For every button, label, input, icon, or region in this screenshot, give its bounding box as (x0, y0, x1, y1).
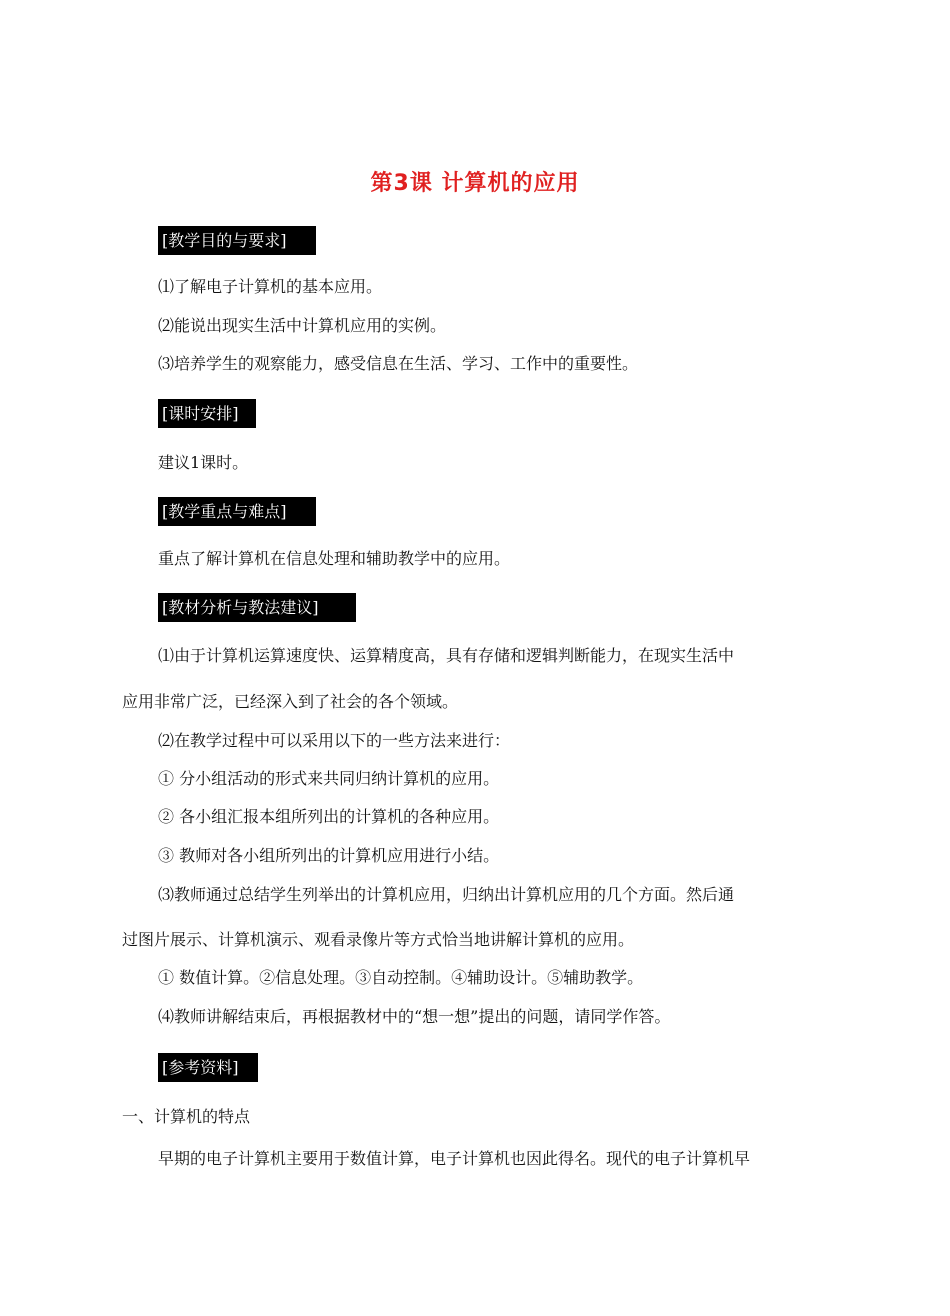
paragraph-line: 应用非常广泛，已经深入到了社会的各个领域。 (122, 692, 459, 711)
section-heading-objectives: [教学目的与要求] (158, 226, 316, 255)
subheading: 一、计算机的特点 (122, 1107, 251, 1126)
paragraph-line: 建议1课时。 (158, 453, 249, 472)
paragraph-line: ⑴由于计算机运算速度快、运算精度高，具有存储和逻辑判断能力，在现实生活中 (158, 646, 735, 665)
list-item: ③ 教师对各小组所列出的计算机应用进行小结。 (158, 846, 500, 865)
paragraph-line: ⑵能说出现实生活中计算机应用的实例。 (158, 316, 447, 335)
list-item: ② 各小组汇报本组所列出的计算机的各种应用。 (158, 807, 500, 826)
paragraph-line: ⑶教师通过总结学生列举出的计算机应用，归纳出计算机应用的几个方面。然后通 (158, 885, 735, 904)
section-heading-references: [参考资料] (158, 1053, 258, 1082)
section-heading-analysis: [教材分析与教法建议] (158, 593, 356, 622)
paragraph-line: 过图片展示、计算机演示、观看录像片等方式恰当地讲解计算机的应用。 (122, 930, 635, 949)
paragraph-line: ⑴了解电子计算机的基本应用。 (158, 277, 383, 296)
paragraph-line: ⑵在教学过程中可以采用以下的一些方法来进行： (158, 731, 511, 750)
paragraph-line: 重点了解计算机在信息处理和辅助教学中的应用。 (158, 549, 511, 568)
list-item: ① 数值计算。②信息处理。③自动控制。④辅助设计。⑤辅助教学。 (158, 968, 644, 987)
paragraph-line: ⑷教师讲解结束后，再根据教材中的“想一想”提出的问题，请同学作答。 (158, 1007, 671, 1026)
section-heading-key-points: [教学重点与难点] (158, 497, 316, 526)
paragraph-line: ⑶培养学生的观察能力，感受信息在生活、学习、工作中的重要性。 (158, 354, 639, 373)
list-item: ① 分小组活动的形式来共同归纳计算机的应用。 (158, 769, 500, 788)
paragraph-line: 早期的电子计算机主要用于数值计算，电子计算机也因此得名。现代的电子计算机早 (158, 1149, 751, 1168)
section-heading-schedule: [课时安排] (158, 399, 256, 428)
document-title: 第3课 计算机的应用 (370, 171, 580, 196)
